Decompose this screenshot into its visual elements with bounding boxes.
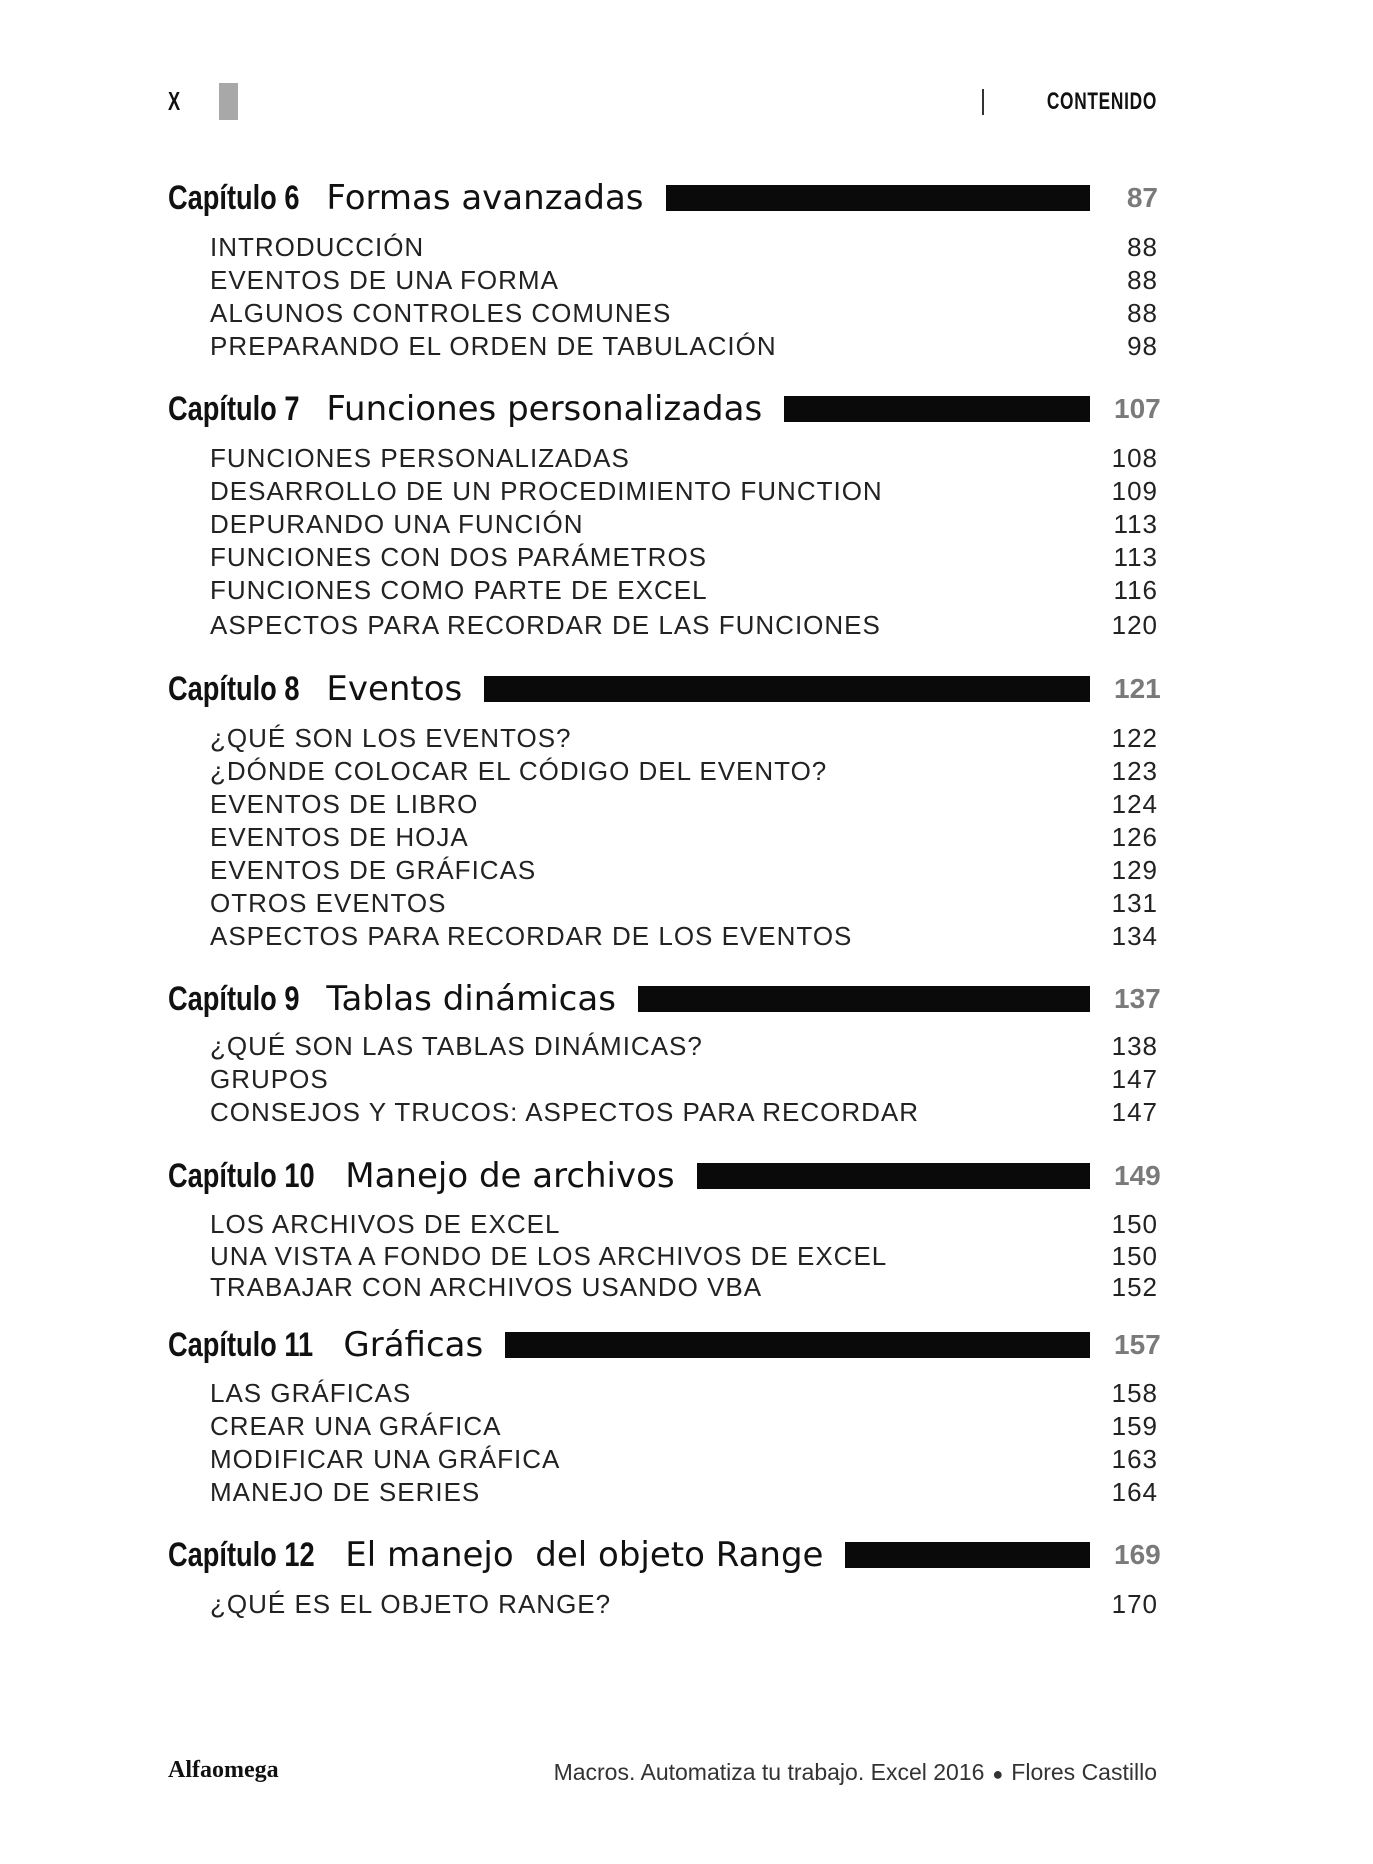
toc-entry[interactable] [210,1588,1158,1621]
entry-page: 131 [1111,888,1158,918]
entry-page: 134 [1111,921,1158,951]
entry-page: 163 [1111,1444,1158,1474]
entry-page: 88 [1127,298,1158,328]
toc-entry[interactable] [210,508,1158,541]
header-marker-block [219,83,238,120]
chapter-title: Manejo de archivos [345,1156,675,1196]
toc-entry[interactable] [210,442,1158,475]
entry-page: 129 [1111,855,1158,885]
entry-page: 147 [1111,1097,1158,1127]
chapter-page: 137 [1114,983,1161,1014]
entry-title: EVENTOS DE GRÁFICAS [210,855,537,885]
chapter-number: Capítulo 8 [168,670,300,708]
entry-title: TRABAJAR CON ARCHIVOS USANDO VBA [210,1272,763,1302]
toc-entry[interactable] [210,574,1158,607]
toc-entry[interactable] [210,722,1158,755]
toc-entry[interactable] [210,264,1158,297]
toc-entry[interactable] [210,920,1158,953]
entry-title: FUNCIONES PERSONALIZADAS [210,443,630,473]
chapter-page: 121 [1114,673,1161,704]
entry-page: 170 [1111,1589,1158,1619]
entry-title: GRUPOS [210,1064,329,1094]
entry-page: 138 [1111,1031,1158,1061]
chapter-heading[interactable] [168,1151,1161,1201]
section-title: CONTENIDO [1046,88,1157,115]
entry-page: 120 [1111,610,1158,640]
entry-page: 158 [1111,1378,1158,1408]
entry-title: EVENTOS DE UNA FORMA [210,265,559,295]
chapter-number: Capítulo 12 [168,1536,315,1574]
chapter-number: Capítulo 10 [168,1157,315,1195]
toc-entry[interactable] [210,1377,1158,1410]
entry-page: 150 [1111,1209,1158,1239]
entry-title: EVENTOS DE HOJA [210,822,469,852]
entry-title: ¿QUÉ SON LOS EVENTOS? [210,723,572,753]
entry-title: LOS ARCHIVOS DE EXCEL [210,1209,561,1239]
entry-page: 108 [1111,443,1158,473]
entry-page: 159 [1111,1411,1158,1441]
entry-title: FUNCIONES CON DOS PARÁMETROS [210,542,708,572]
toc-entry[interactable] [210,854,1158,887]
entry-page: 88 [1127,265,1158,295]
entry-page: 98 [1127,331,1158,361]
chapter-title: Tablas dinámicas [326,979,616,1019]
entry-title: PREPARANDO EL ORDEN DE TABULACIÓN [210,331,777,361]
toc-entry[interactable] [210,297,1158,330]
chapter-bar [697,1163,1090,1189]
toc-entry[interactable] [210,788,1158,821]
toc-entry[interactable] [210,887,1158,920]
chapter-page: 149 [1114,1160,1161,1191]
toc-entry[interactable] [210,1476,1158,1509]
chapter-heading[interactable] [168,974,1161,1024]
bullet-separator: ● [992,1764,1004,1784]
toc-entry[interactable] [210,1240,1158,1273]
entry-title: MODIFICAR UNA GRÁFICA [210,1444,561,1474]
toc-entry[interactable] [210,1443,1158,1476]
toc-entry[interactable] [210,821,1158,854]
chapter-bar [784,396,1090,422]
chapter-number: Capítulo 9 [168,980,300,1018]
publisher-name: Alfaomega [168,1757,279,1783]
chapter-page: 87 [1126,182,1158,213]
chapter-title: Eventos [326,669,463,709]
entry-title: EVENTOS DE LIBRO [210,789,479,819]
book-title: Macros. Automatiza tu trabajo. Excel 2016 [553,1759,985,1785]
chapter-heading[interactable] [168,1320,1161,1370]
entry-page: 113 [1113,542,1158,572]
book-author: Flores Castillo [1011,1759,1157,1785]
entry-title: MANEJO DE SERIES [210,1477,481,1507]
chapter-bar [484,676,1090,702]
entry-title: LAS GRÁFICAS [210,1378,412,1408]
entry-title: FUNCIONES COMO PARTE DE EXCEL [210,575,708,605]
chapter-title: Gráficas [343,1325,484,1365]
chapter-heading[interactable] [168,384,1161,434]
entry-title: CONSEJOS Y TRUCOS: ASPECTOS PARA RECORDAR [210,1097,919,1127]
chapter-number: Capítulo 7 [168,390,300,428]
toc-entry[interactable] [210,1271,1158,1304]
toc-entry[interactable] [210,609,1158,642]
chapter-page: 169 [1114,1539,1161,1570]
entry-title: DEPURANDO UNA FUNCIÓN [210,509,584,539]
toc-entry[interactable] [210,1030,1158,1063]
chapter-page: 107 [1114,393,1161,424]
toc-entry[interactable] [210,1063,1158,1096]
entry-page: 113 [1113,509,1158,539]
entry-page: 150 [1111,1241,1158,1271]
running-header [982,88,1157,116]
book-citation [554,1759,1157,1786]
entry-page: 123 [1111,756,1158,786]
chapter-title: Formas avanzadas [326,178,644,218]
entry-title: CREAR UNA GRÁFICA [210,1411,502,1441]
chapter-bar [845,1542,1090,1568]
entry-title: ALGUNOS CONTROLES COMUNES [210,298,672,328]
chapter-bar [505,1332,1090,1358]
entry-title: ¿QUÉ SON LAS TABLAS DINÁMICAS? [210,1031,703,1061]
page-number: X [168,86,181,116]
toc-entry[interactable] [210,475,1158,508]
toc-entry[interactable] [210,330,1158,363]
toc-entry[interactable] [210,1096,1158,1129]
entry-title: ¿DÓNDE COLOCAR EL CÓDIGO DEL EVENTO? [210,756,828,786]
entry-title: OTROS EVENTOS [210,888,447,918]
header-separator [982,89,984,115]
toc-entry[interactable] [210,1208,1158,1241]
entry-title: INTRODUCCIÓN [210,232,425,262]
chapter-heading[interactable] [168,1530,1161,1580]
toc-entry[interactable] [210,541,1158,574]
entry-page: 147 [1111,1064,1158,1094]
entry-page: 164 [1111,1477,1158,1507]
entry-page: 124 [1111,789,1158,819]
chapter-number: Capítulo 6 [168,179,300,217]
entry-page: 116 [1113,575,1158,605]
entry-page: 109 [1111,476,1158,506]
entry-title: ASPECTOS PARA RECORDAR DE LOS EVENTOS [210,921,853,951]
entry-page: 122 [1111,723,1158,753]
chapter-heading[interactable] [168,173,1158,223]
chapter-heading[interactable] [168,664,1161,714]
entry-page: 88 [1127,232,1158,262]
entry-title: UNA VISTA A FONDO DE LOS ARCHIVOS DE EXCEL [210,1241,888,1271]
toc-entry[interactable] [210,1410,1158,1443]
entry-title: ¿QUÉ ES EL OBJETO RANGE? [210,1589,612,1619]
chapter-bar [666,185,1091,211]
chapter-number: Capítulo 11 [168,1326,314,1364]
entry-title: DESARROLLO DE UN PROCEDIMIENTO FUNCTION [210,476,883,506]
entry-page: 152 [1111,1272,1158,1302]
entry-page: 126 [1111,822,1158,852]
chapter-title: El manejo del objeto Range [345,1535,824,1575]
entry-title: ASPECTOS PARA RECORDAR DE LAS FUNCIONES [210,610,881,640]
toc-entry[interactable] [210,231,1158,264]
toc-entry[interactable] [210,755,1158,788]
chapter-page: 157 [1114,1329,1161,1360]
chapter-bar [638,986,1090,1012]
chapter-title: Funciones personalizadas [326,389,763,429]
